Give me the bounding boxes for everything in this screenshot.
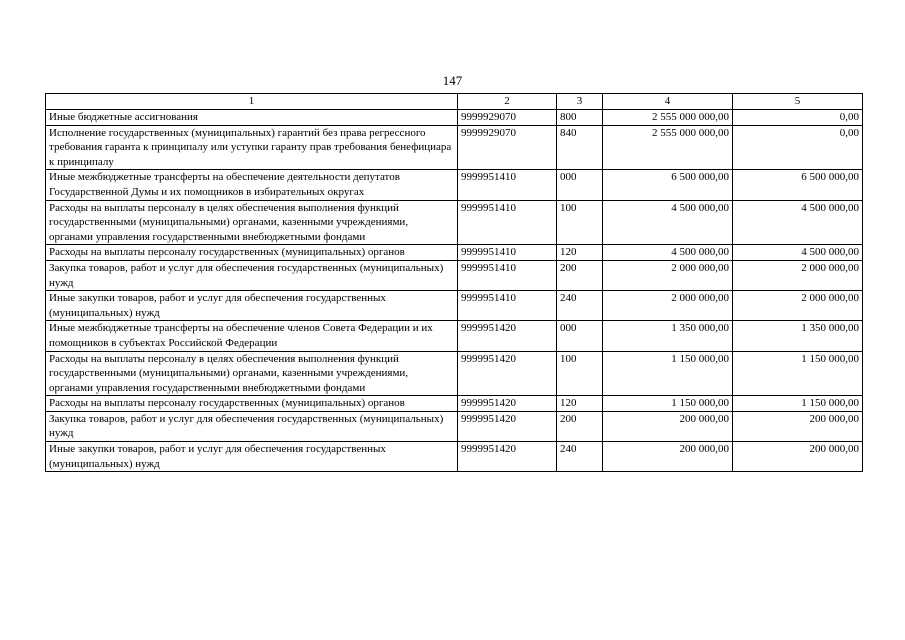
row-expense-type: 100	[557, 200, 603, 245]
table-row	[46, 110, 863, 126]
row-name: Иные межбюджетные трансферты на обеспечение членов Совета Федерации и их помощников в субъектах Российской Федерации	[46, 321, 458, 351]
row-amount-col4: 2 000 000,00	[603, 291, 733, 321]
row-name: Иные закупки товаров, работ и услуг для обеспечения государственных (муниципальных) нужд	[46, 291, 458, 321]
table-row	[46, 411, 863, 441]
column-header-3: 3	[557, 94, 603, 110]
table-row	[46, 396, 863, 412]
row-amount-col5: 200 000,00	[733, 442, 863, 472]
table-row	[46, 245, 863, 261]
column-header-1: 1	[46, 94, 458, 110]
row-name: Закупка товаров, работ и услуг для обеспечения государственных (муниципальных) нужд	[46, 411, 458, 441]
row-expense-type: 000	[557, 321, 603, 351]
column-header-2: 2	[458, 94, 557, 110]
row-code: 9999951420	[458, 411, 557, 441]
row-amount-col5: 0,00	[733, 125, 863, 170]
row-amount-col5: 2 000 000,00	[733, 291, 863, 321]
row-amount-col5: 1 150 000,00	[733, 396, 863, 412]
page-number: 147	[442, 73, 463, 88]
column-header-4: 4	[603, 94, 733, 110]
row-amount-col4: 1 150 000,00	[603, 396, 733, 412]
budget-table	[45, 93, 863, 472]
row-expense-type: 840	[557, 125, 603, 170]
row-amount-col4: 4 500 000,00	[603, 245, 733, 261]
row-code: 9999951410	[458, 260, 557, 290]
table-row	[46, 351, 863, 396]
table-row	[46, 170, 863, 200]
row-amount-col4: 2 555 000 000,00	[603, 110, 733, 126]
row-expense-type: 120	[557, 396, 603, 412]
row-amount-col5: 1 350 000,00	[733, 321, 863, 351]
row-code: 9999929070	[458, 125, 557, 170]
row-code: 9999929070	[458, 110, 557, 126]
row-expense-type: 000	[557, 170, 603, 200]
row-amount-col5: 0,00	[733, 110, 863, 126]
row-expense-type: 200	[557, 411, 603, 441]
table-row	[46, 260, 863, 290]
row-name: Исполнение государственных (муниципальных) гарантий без права регрессного требования гаранта к принципалу или уступки гаранту прав требования бенефициара к принципалу	[46, 125, 458, 170]
row-code: 9999951410	[458, 200, 557, 245]
table-row	[46, 200, 863, 245]
row-amount-col4: 200 000,00	[603, 442, 733, 472]
row-expense-type: 800	[557, 110, 603, 126]
row-code: 9999951420	[458, 321, 557, 351]
row-amount-col5: 2 000 000,00	[733, 260, 863, 290]
row-code: 9999951420	[458, 442, 557, 472]
row-code: 9999951410	[458, 170, 557, 200]
row-amount-col4: 200 000,00	[603, 411, 733, 441]
row-code: 9999951420	[458, 396, 557, 412]
table-row	[46, 442, 863, 472]
table-row	[46, 291, 863, 321]
row-expense-type: 100	[557, 351, 603, 396]
row-amount-col5: 1 150 000,00	[733, 351, 863, 396]
row-amount-col5: 6 500 000,00	[733, 170, 863, 200]
row-amount-col5: 200 000,00	[733, 411, 863, 441]
row-amount-col5: 4 500 000,00	[733, 200, 863, 245]
row-amount-col5: 4 500 000,00	[733, 245, 863, 261]
row-name: Закупка товаров, работ и услуг для обеспечения государственных (муниципальных) нужд	[46, 260, 458, 290]
row-name: Расходы на выплаты персоналу в целях обеспечения выполнения функций государственными (муниципальными) органами, казенными учреждениями, органами управления государственными внебюджетными фондами	[46, 200, 458, 245]
row-amount-col4: 4 500 000,00	[603, 200, 733, 245]
row-amount-col4: 1 350 000,00	[603, 321, 733, 351]
row-expense-type: 240	[557, 291, 603, 321]
row-name: Иные закупки товаров, работ и услуг для обеспечения государственных (муниципальных) нужд	[46, 442, 458, 472]
row-expense-type: 240	[557, 442, 603, 472]
table-row	[46, 321, 863, 351]
row-code: 9999951410	[458, 291, 557, 321]
row-amount-col4: 1 150 000,00	[603, 351, 733, 396]
table-header-row	[46, 94, 863, 110]
row-name: Иные межбюджетные трансферты на обеспечение деятельности депутатов Государственной Думы и их помощников в избирательных округах	[46, 170, 458, 200]
table-row	[46, 125, 863, 170]
row-name: Расходы на выплаты персоналу государственных (муниципальных) органов	[46, 396, 458, 412]
row-code: 9999951420	[458, 351, 557, 396]
row-amount-col4: 6 500 000,00	[603, 170, 733, 200]
row-amount-col4: 2 555 000 000,00	[603, 125, 733, 170]
row-name: Иные бюджетные ассигнования	[46, 110, 458, 126]
row-code: 9999951410	[458, 245, 557, 261]
row-expense-type: 200	[557, 260, 603, 290]
row-name: Расходы на выплаты персоналу в целях обеспечения выполнения функций государственными (муниципальными) органами, казенными учреждениями, органами управления государственными внебюджетными фондами	[46, 351, 458, 396]
row-amount-col4: 2 000 000,00	[603, 260, 733, 290]
row-name: Расходы на выплаты персоналу государственных (муниципальных) органов	[46, 245, 458, 261]
column-header-5: 5	[733, 94, 863, 110]
row-expense-type: 120	[557, 245, 603, 261]
